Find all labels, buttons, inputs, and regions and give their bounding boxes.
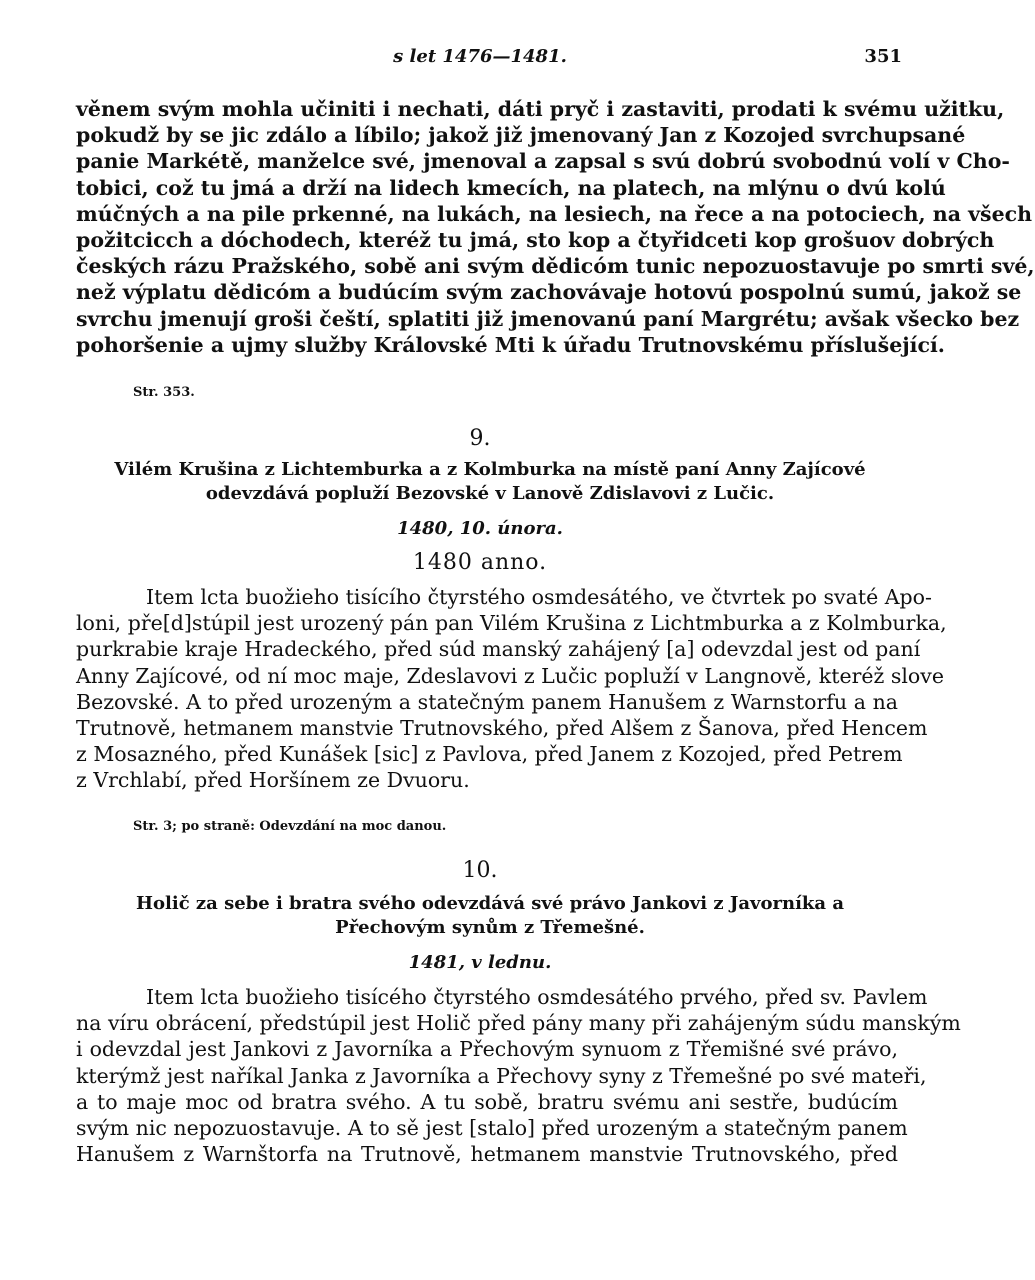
text-line: českých rázu Pražského, sobě ani svým dědicóm tunic nepozuostavuje po smrti své, (76, 254, 1035, 279)
text-line: pohoršenie a ujmy služby Královské Mti k úřadu Trutnovskému příslušející. (76, 332, 945, 357)
text-line: svým nic nepozuostavuje. A to sě jest [stalo] před urozeným a statečným panem (76, 1115, 908, 1140)
text-line: i odevzdal jest Jankovi z Javorníka a Přechovým synuom z Třemišné své právo, (76, 1037, 898, 1062)
text-line: z Mosazného, před Kunášek [sic] z Pavlova, před Janem z Kozojed, před Petrem (76, 742, 903, 767)
running-title: s let 1476—1481. (393, 46, 567, 67)
entry-number: 9. (469, 426, 491, 451)
text-line: loni, pře[d]stúpil jest urozený pán pan Vilém Krušina z Lichtmburka a z Kolmburka, (76, 611, 947, 636)
entry-date: 1480, 10. února. (397, 518, 563, 539)
text-line: na víru obrácení, předstúpil jest Holič před pány many při zahájeným súdu manským (76, 1011, 961, 1036)
text-line: Item lcta buožieho tisícího čtyrstého osmdesátého, ve čtvrtek po svaté Apo- (146, 585, 932, 609)
continuation-paragraph (76, 96, 1035, 358)
source-note: Str. 353. (133, 385, 195, 400)
entry-number: 10. (462, 858, 498, 883)
text-line: purkrabie kraje Hradeckého, před súd manský zahájený [a] odevzdal jest od paní (76, 637, 921, 662)
text-line: Trutnově, hetmanem manstvie Trutnovského, před Alšem z Šanova, před Hencem (76, 715, 928, 740)
text-line: věnem svým mohla učiniti i nechati, dáti pryč i zastaviti, prodati k svému užitku, (76, 97, 1005, 121)
page-number: 351 (864, 46, 902, 67)
entry-9-text (76, 584, 947, 794)
text-line: svrchu jmenují groši čeští, splatiti již jmenovanú paní Margrétu; avšak všecko bez (76, 306, 1020, 331)
entry-summary: Holič za sebe i bratra svého odevzdává své právo Jankovi z Javorníka a Přechovým synům z Třemešné. (136, 893, 844, 938)
text-line: tobici, což tu jmá a drží na lidech kmecích, na platech, na mlýnu o dvú kolú (76, 175, 946, 200)
source-note: Str. 3; po straně: Odevzdání na moc danou. (133, 819, 447, 834)
text-line: Hanušem z Warnštorfa na Trutnově, hetmanem manstvie Trutnovského, před (76, 1142, 898, 1167)
entry-marginal-date: 1480 anno. (412, 550, 548, 575)
entry-10-text (76, 984, 961, 1167)
text-line: Anny Zajícové, od ní moc maje, Zdeslavovi z Lučic popluží v Langnově, kteréž slove (76, 663, 944, 688)
text-line: z Vrchlabí, před Horšínem ze Dvuoru. (76, 768, 470, 793)
text-line: kterýmž jest naříkal Janka z Javorníka a Přechovy syny z Třemešné po své mateři, (76, 1063, 927, 1088)
entry-date: 1481, v lednu. (408, 952, 552, 973)
text-line: a to maje moc od bratra svého. A tu sobě, bratru svému ani sestře, budúcím (76, 1089, 898, 1114)
text-line: pokudž by se jic zdálo a líbilo; jakož již jmenovaný Jan z Kozojed svrchupsané (76, 123, 966, 148)
text-line: múčných a na pile prkenné, na lukách, na lesiech, na řece a na potociech, na všech (76, 201, 1033, 226)
text-line: požitcicch a dóchodech, kteréž tu jmá, sto kop a čtyřidceti kop grošuov dobrých (76, 227, 995, 252)
entry-summary: Vilém Krušina z Lichtemburka a z Kolmburka na místě paní Anny Zajícové odevzdává popluží Bezovské v Lanově Zdislavovi z Lučic. (114, 459, 866, 504)
text-line: panie Markétě, manželce své, jmenoval a zapsal s svú dobrú svobodnú volí v Cho- (76, 149, 1010, 174)
text-line: než výplatu dědicóm a budúcím svým zachovávaje hotovú pospolnú sumú, jakož se (76, 280, 1022, 305)
text-line: Bezovské. A to před urozeným a statečným panem Hanušem z Warnstorfu a na (76, 689, 898, 714)
text-line: Item lcta buožieho tisícého čtyrstého osmdesátého prvého, před sv. Pavlem (146, 985, 928, 1009)
